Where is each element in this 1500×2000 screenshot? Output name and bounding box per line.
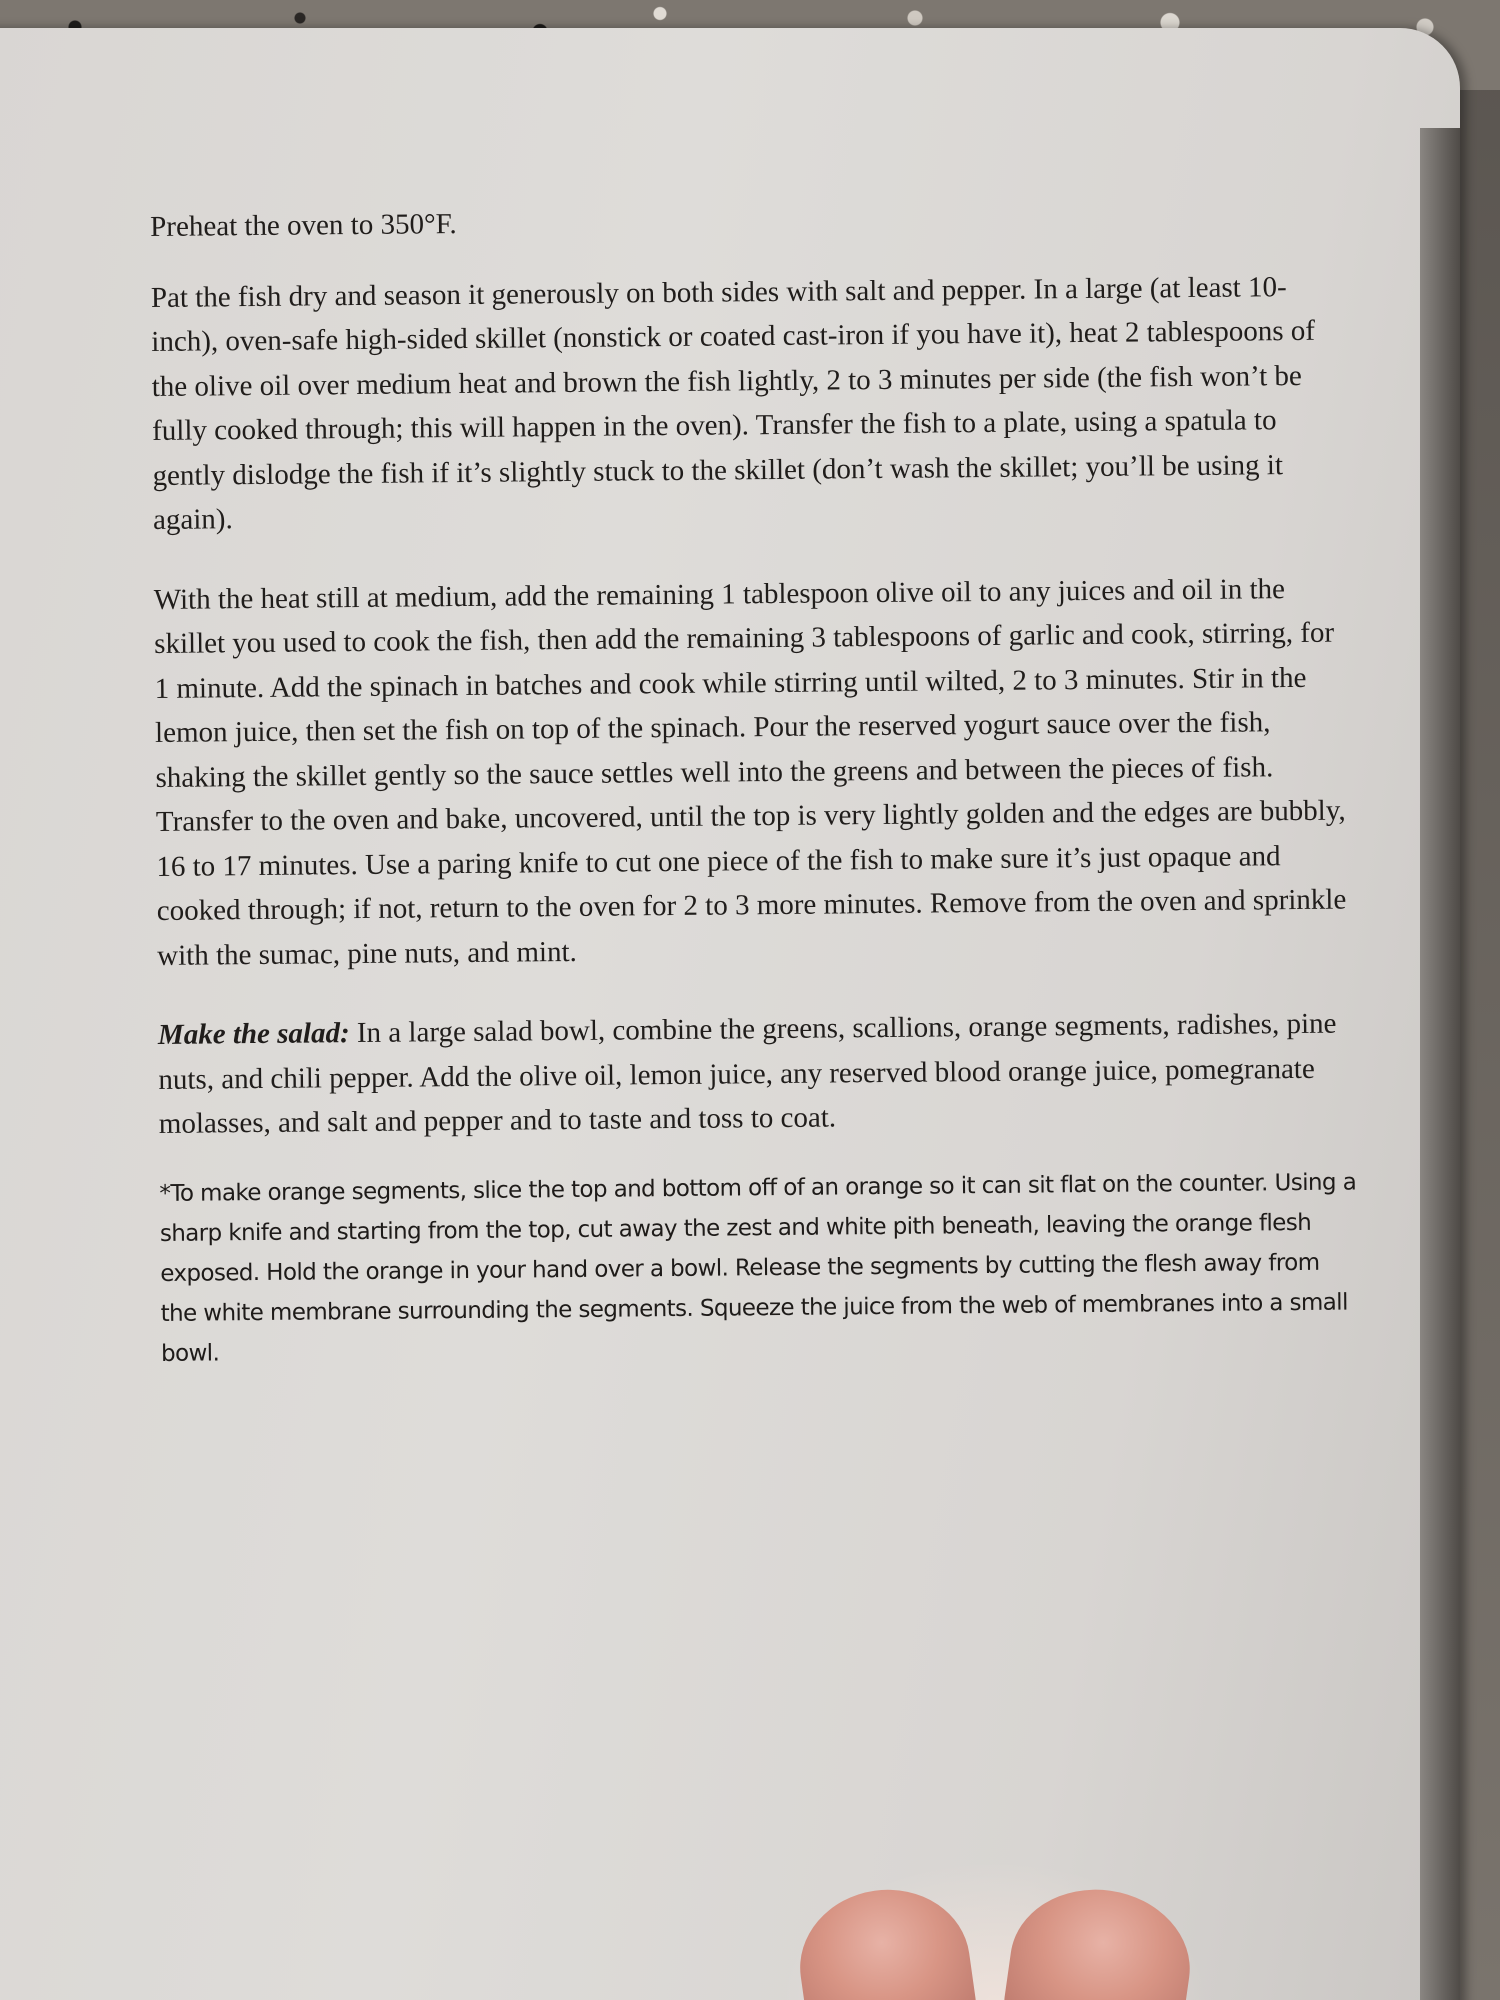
step-preheat: Preheat the oven to 350°F. xyxy=(150,208,457,243)
salad-instructions: In a large salad bowl, combine the greens, scallions, orange segments, radishes, pine nuts, and chili pepper. Add the olive oil, lemon juice, any reserved blood orange juice, pomegranate molasses, and salt and pepper and to taste and toss to coat. xyxy=(158,1007,1337,1140)
step-brown-fish: Pat the fish dry and season it generously on both sides with salt and pepper. In a large (at least 10-inch), oven-safe high-sided skillet (nonstick or coated cast-iron if you have it), heat 2 tablespoons of the olive oil over medium heat and brown the fish lightly, 2 to 3 minutes per side (the fish won’t be fully cooked through; this will happen in the oven). Transfer the fish to a plate, using a spatula to gently dislodge the fish if it’s slightly stuck to the skillet (don’t wash the skillet; you’ll be using it again). xyxy=(150,270,1316,536)
step-bake: With the heat still at medium, add the remaining 1 tablespoon olive oil to any juices and oil in the skillet you used to cook the fish, then add the remaining 3 tablespoons of garlic and cook, stirring, for 1 minute. Add the spinach in batches and cook while stirring until wilted, 2 to 3 minutes. Stir in the lemon juice, then set the fish on top of the spinach. Pour the reserved yogurt sauce over the fish, shaking the skillet gently so the sauce settles well into the greens and between the pieces of fish. Transfer to the oven and bake, uncovered, until the top is very lightly golden and the edges are bubbly, 16 to 17 minutes. Use a paring knife to cut one piece of the fish to make sure it’s just opaque and cooked through; if not, return to the oven for 2 to 3 more minutes. Remove from the oven and sprinkle with the sumac, pine nuts, and mint. xyxy=(153,572,1347,972)
recipe-text-block xyxy=(150,193,1361,1396)
footnote-orange-segments: *To make orange segments, slice the top and bottom off of an orange so it can sit flat on the counter. Using a sharp knife and starting from the top, cut away the zest and white pith beneath, leaving the orange flesh exposed. Hold the orange in your hand over a bowl. Release the segments by cutting the flesh away from the white membrane surrounding the segments. Squeeze the juice from the web of membranes into a small bowl. xyxy=(159,1168,1357,1367)
book-page-edge xyxy=(1420,128,1460,2000)
step-salad xyxy=(158,1001,1359,1146)
salad-heading: Make the salad: xyxy=(157,1017,350,1051)
